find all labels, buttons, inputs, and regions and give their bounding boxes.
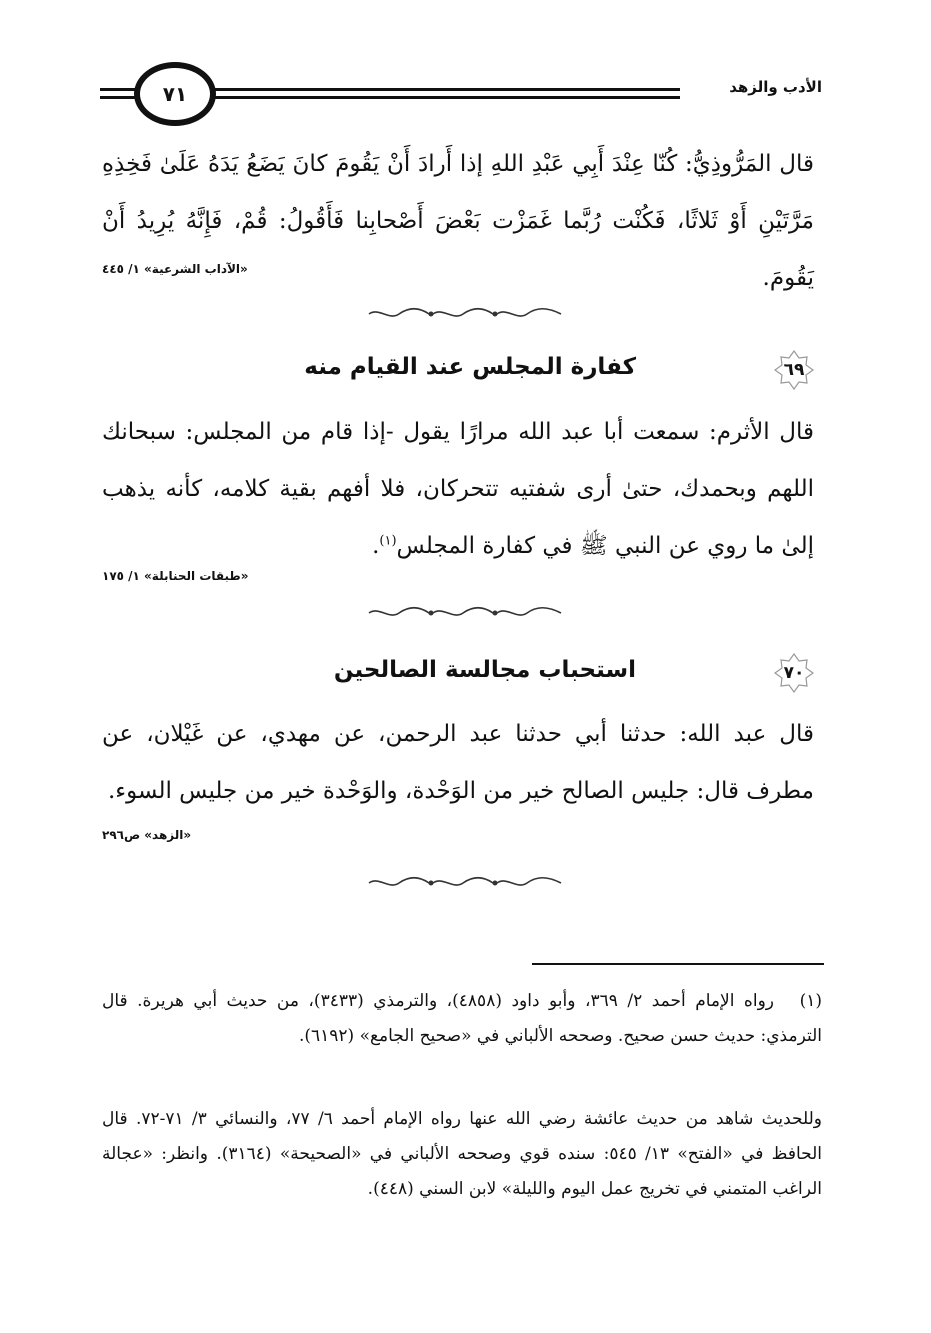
section-heading-70: [102, 653, 814, 693]
section-number-badge: [774, 653, 814, 693]
footnote-1: [102, 984, 822, 1054]
paragraph-text: قال الأثرم: سمعت أبا عبد الله مرارًا يقول -إذا قام من المجلس: سبحانك اللهم وبحمدك، حتىٰ أرى شفتيه تتحركان، فلا أفهم بقية كلامه، كأنه يذهب إلىٰ ما روي عن النبي ﷺ في كفارة المجلس: [102, 419, 814, 559]
paragraph-marwazi: قال المَرُّوذِيُّ: كُنّا عِنْدَ أَبِي عَبْدِ اللهِ إذا أَرادَ أَنْ يَقُومَ كانَ يَضَعُ يَدَهُ عَلَىٰ فَخِذِهِ مَرَّتَيْنِ أَوْ ثَلاثًا، فَكُنْت رُبَّما غَمَزْت بَعْضَ أَصْحابِنا فَأَقُولُ: قُمْ، فَإِنَّهُ يُرِيدُ أَنْ يَقُومَ.: [102, 151, 814, 291]
page-header: [100, 62, 822, 132]
section-number-badge: [774, 350, 814, 390]
section-number: ٦٩: [783, 360, 805, 380]
header-rule-main-2: [210, 96, 680, 99]
page-number: ٧١: [134, 62, 216, 126]
header-rule-main: [210, 88, 680, 91]
source-citation: «طبقات الحنابلة» ١/ ١٧٥: [102, 569, 249, 583]
section-title: كفارة المجلس عند القيام منه: [304, 354, 636, 380]
running-title: الأدب والزهد: [723, 78, 822, 96]
ornament-divider: [365, 876, 565, 890]
paragraph-athram: [102, 404, 814, 575]
ornament-divider: [365, 307, 565, 321]
footnote-marker: (١): [799, 991, 822, 1011]
source-citation: «الآداب الشرعية» ١/ ٤٤٥: [102, 262, 248, 276]
paragraph-end: .: [372, 533, 380, 559]
paragraph-abdullah: قال عبد الله: حدثنا أبي حدثنا عبد الرحمن، عن مهدي، عن غَيْلان، عن مطرف قال: جليس الصالح خير من الوَحْدة، والوَحْدة خير من جليس السوء.: [102, 721, 814, 804]
source-citation: «الزهد» ص٢٩٦: [102, 828, 192, 842]
section-heading-69: [102, 350, 814, 390]
footnote-separator: [532, 963, 824, 965]
footnote-1-continued: وللحديث شاهد من حديث عائشة رضي الله عنها رواه الإمام أحمد ٦/ ٧٧، والنسائي ٣/ ٧١-٧٢. قال الحافظ في «الفتح» ١٣/ ٥٤٥: سنده قوي وصححه الألباني في «الصحيحة» (٣١٦٤). وانظر: «عجالة الراغب المتمني في تخريج عمل اليوم والليلة» لابن السني (٤٤٨).: [102, 1109, 823, 1199]
footnote-text: رواه الإمام أحمد ٢/ ٣٦٩، وأبو داود (٤٨٥٨)، والترمذي (٣٤٣٣)، من حديث أبي هريرة. قال الترمذي: حديث حسن صحيح. وصححه الألباني في «صحيح الجامع» (٦١٩٢).: [102, 991, 822, 1046]
footnote-reference: (١): [379, 533, 397, 549]
section-title: استحباب مجالسة الصالحين: [333, 657, 636, 683]
ornament-divider: [365, 606, 565, 620]
section-number: ٧٠: [783, 663, 805, 683]
